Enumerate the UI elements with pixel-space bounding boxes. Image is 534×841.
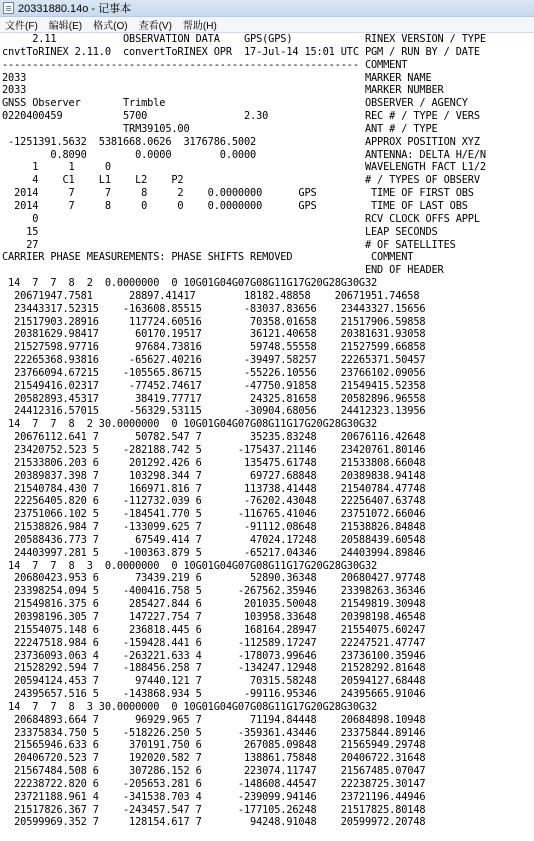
text-line: 0.8090 0.0000 0.0000 ANTENNA: DELTA H/E/N [2,148,486,161]
text-line: 1 1 0 WAVELENGTH FACT L1/2 [2,161,486,174]
text-line: 20680423.953 6 73439.219 6 52890.36348 20680427.97748 [2,572,426,585]
text-line: 21517826.367 7 -243457.547 7 -177105.26248 21517825.80148 [2,803,426,816]
text-line: 23721188.961 4 -341538.703 4 -239099.94146 23721196.44946 [2,790,426,803]
menu-view[interactable]: 查看(V) [138,21,172,32]
text-line: 14 7 7 8 3 0.0000000 0 10G01G04G07G08G11G17G20G28G30G32 [2,559,378,572]
text-line: 2014 7 8 0 0 0.0000000 GPS TIME OF LAST OBS [2,199,468,212]
text-line: 21549816.375 6 285427.844 6 201035.50048 21549819.30948 [2,598,426,611]
text-line: 21528292.594 7 -188456.258 7 -134247.12948 21528292.81648 [2,662,426,675]
text-line: -1251391.5632 5381668.0626 3176786.5002 APPROX POSITION XYZ [2,135,480,148]
text-line: 21540784.430 7 166971.816 7 113738.41448 21540784.47748 [2,482,426,495]
text-line: 24395657.516 5 -143868.934 5 -99116.95346 24395665.91046 [2,688,426,701]
text-line: 20398196.305 7 147227.754 7 103958.33648 20398198.46548 [2,610,426,623]
text-line: 14 7 7 8 2 30.0000000 0 10G01G04G07G08G11G17G20G28G30G32 [2,418,378,431]
text-line: 4 C1 L1 L2 P2 # / TYPES OF OBSERV [2,174,480,187]
text-line: 21527598.97716 97684.73816 59748.55558 21527599.66858 [2,341,426,354]
text-line: 20588436.773 7 67549.414 7 47024.17248 20588439.60548 [2,533,426,546]
text-line: 22265368.93816 -65627.40216 -39497.58257 22265371.50457 [2,354,426,367]
text-line: 23398254.094 5 -400416.758 5 -267562.35946 23398263.36346 [2,585,426,598]
text-line: 23736093.063 4 -263221.633 4 -178073.99646 23736100.35946 [2,649,426,662]
menu-format[interactable]: 格式(O) [93,21,128,32]
text-line: 20389837.398 7 103298.344 7 69727.68848 20389838.94148 [2,469,426,482]
text-line: END OF HEADER [2,264,444,277]
notepad-icon [3,2,14,14]
text-line: 15 LEAP SECONDS [2,225,438,238]
text-line: 21549416.02317 -77452.74617 -47750.91858 21549415.52358 [2,379,426,392]
text-line: 2033 MARKER NAME [2,71,432,84]
text-line: 20406720.523 7 192020.582 7 138861.75848 20406722.31648 [2,752,426,765]
text-line: ----------------------------------------------------------- COMMENT [2,58,408,71]
text-line: 21567484.508 6 307286.152 6 223074.11747 21567485.07047 [2,765,426,778]
text-line: 22256405.820 6 -112732.039 6 -76202.43048 22256407.63748 [2,495,426,508]
text-line: 24403997.281 5 -100363.879 5 -65217.04346 24403994.89846 [2,546,426,559]
text-line: CARRIER PHASE MEASUREMENTS: PHASE SHIFTS REMOVED COMMENT [2,251,414,264]
text-line: 2.11 OBSERVATION DATA GPS(GPS) RINEX VERSION / TYPE [2,33,486,45]
text-line: 14 7 7 8 2 0.0000000 0 10G01G04G07G08G11G17G20G28G30G32 [2,277,378,290]
text-line: 23420752.523 5 -282188.742 5 -175437.21146 23420761.80146 [2,444,426,456]
text-line: 20676112.641 7 50782.547 7 35235.83248 20676116.42648 [2,431,426,444]
text-line: 20671947.7581 28897.41417 18182.48858 20671951.74658 [2,289,420,302]
text-line: 21554075.148 6 236818.445 6 168164.28947 21554075.60247 [2,623,426,636]
text-line: 14 7 7 8 3 30.0000000 0 10G01G04G07G08G11G17G20G28G30G32 [2,700,378,713]
text-line: 0 RCV CLOCK OFFS APPL [2,212,480,225]
menu-help[interactable]: 帮助(H) [182,21,217,32]
text-line: 23766094.67215 -105565.86715 -55226.10556 23766102.09056 [2,366,426,379]
text-line: 0220400459 5700 2.30 REC # / TYPE / VERS [2,110,480,123]
text-line: 23443317.52315 -163608.85515 -83037.83656 23443327.15656 [2,302,426,315]
text-line: 20599969.352 7 128154.617 7 94248.91048 20599972.20748 [2,816,426,829]
text-line: 22247518.984 6 -159428.441 6 -112589.17247 22247521.47747 [2,636,426,649]
text-line: 27 # OF SATELLITES [2,238,456,251]
text-editor-area[interactable] [0,33,534,841]
text-line: 2014 7 7 8 2 0.0000000 GPS TIME OF FIRST OBS [2,187,474,200]
text-line: 23375834.750 5 -518226.250 5 -359361.43446 23375844.89146 [2,726,426,739]
window-titlebar[interactable] [0,0,534,17]
text-line: TRM39105.00 ANT # / TYPE [2,122,438,135]
text-line: 23751066.102 5 -184541.770 5 -116765.41046 23751072.66046 [2,508,426,521]
window-title: 20331880.14o - 记事本 [18,3,132,15]
text-line: 20684893.664 7 96929.965 7 71194.84448 20684898.10948 [2,713,426,726]
text-line: 21538826.984 7 -133099.625 7 -91112.08648 21538826.84848 [2,521,426,534]
text-line: 20582893.45317 38419.77717 24325.81658 20582896.96558 [2,392,426,405]
text-line: 2033 MARKER NUMBER [2,84,444,97]
text-line: 20594124.453 7 97440.121 7 70315.58248 20594127.68448 [2,675,426,688]
menu-bar [0,17,534,33]
document-text[interactable] [0,33,534,829]
text-line: GNSS Observer Trimble OBSERVER / AGENCY [2,97,468,110]
text-line: cnvtToRINEX 2.11.0 convertToRINEX OPR 17-Jul-14 15:01 UTC PGM / RUN BY / DATE [2,45,480,58]
text-line: 21533806.203 6 201292.426 6 135475.61748 21533808.66048 [2,456,426,469]
text-line: 21517903.28916 117724.60516 70358.01658 21517906.59858 [2,315,426,328]
menu-edit[interactable]: 编辑(E) [48,21,83,32]
menu-file[interactable]: 文件(F) [5,21,38,32]
text-line: 22238722.820 6 -205653.281 6 -148608.44547 22238725.30147 [2,777,426,790]
text-line: 24412316.57015 -56329.53115 -30904.68056 24412323.13956 [2,405,426,418]
text-line: 21565946.633 6 370191.750 6 267085.09848 21565949.29748 [2,739,426,752]
text-line: 20381629.98417 60170.19517 36121.40658 20381631.93058 [2,328,426,341]
